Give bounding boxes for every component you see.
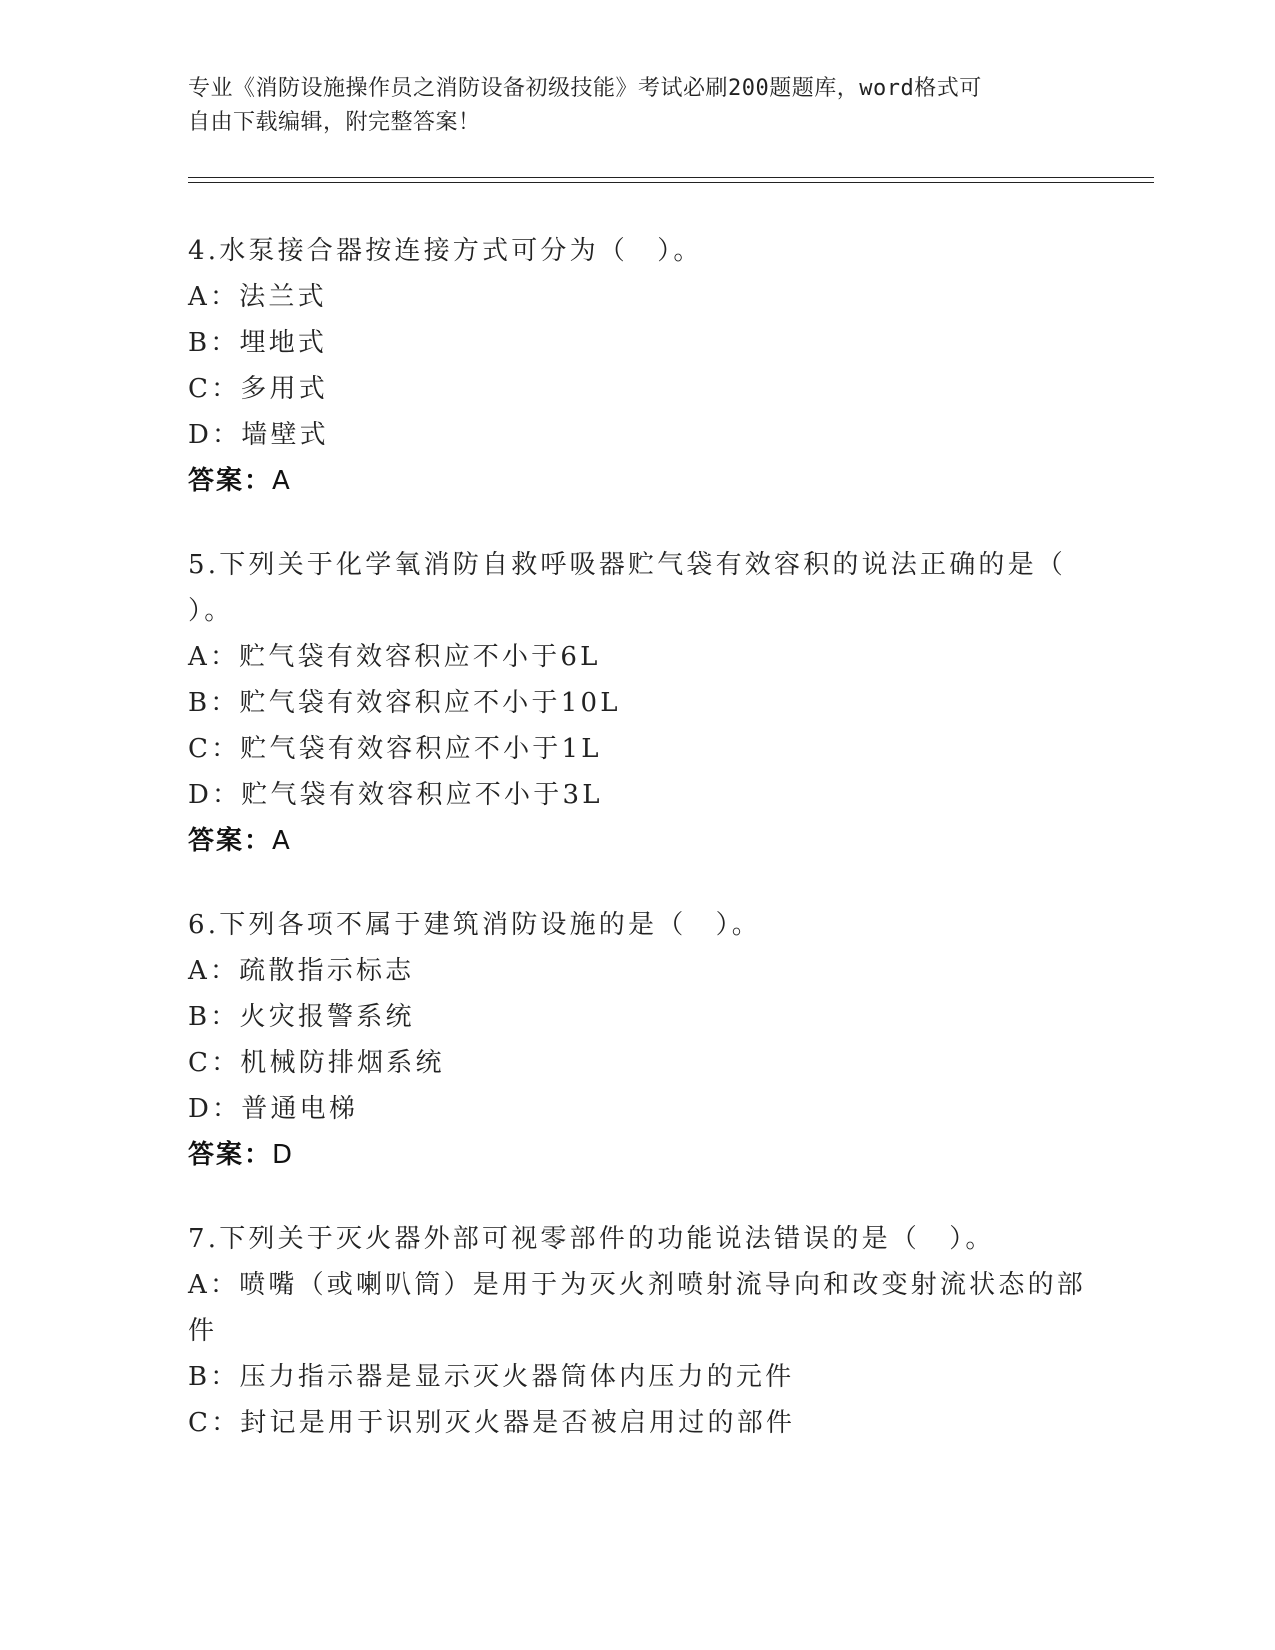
question-text: 5.下列关于化学氧消防自救呼吸器贮气袋有效容积的说法正确的是（ [188,550,1067,580]
option-b: B：埋地式 [188,328,328,358]
answer-line [188,458,1088,504]
option-a: A：喷嘴（或喇叭筒）是用于为灭火剂喷射流导向和改变射流状态的部 [188,1270,1086,1300]
answer-value: A [272,826,292,856]
question-block [188,902,1088,1178]
option-c: C：多用式 [188,374,328,404]
document-header [188,72,1068,140]
answer-value: D [272,1140,295,1170]
header-divider-bottom [188,182,1154,183]
option-d: D：贮气袋有效容积应不小于3L [188,780,603,810]
option-b: B：火灾报警系统 [188,1002,415,1032]
option-c: C：机械防排烟系统 [188,1048,445,1078]
option-c: C：封记是用于识别灭火器是否被启用过的部件 [188,1408,796,1438]
answer-line [188,818,1088,864]
header-divider-top [188,177,1154,178]
question-list [188,228,1088,1484]
question-block [188,228,1088,504]
question-text: ）。 [188,596,234,626]
option-b: B：压力指示器是显示灭火器筒体内压力的元件 [188,1362,795,1392]
option-a: 件 [188,1316,218,1346]
question-text: 4.水泵接合器按连接方式可分为（ ）。 [188,236,703,266]
option-b: B：贮气袋有效容积应不小于10L [188,688,621,718]
option-d: D：墙壁式 [188,420,329,450]
header-line-2: 自由下载编辑，附完整答案！ [188,110,481,135]
option-a: A：法兰式 [188,282,327,312]
question-block [188,542,1088,864]
question-text: 7.下列关于灭火器外部可视零部件的功能说法错误的是（ ）。 [188,1224,995,1254]
answer-label: 答案： [188,1140,273,1170]
question-block [188,1216,1088,1446]
option-a: A：贮气袋有效容积应不小于6L [188,642,601,672]
header-line-1: 专业《消防设施操作员之消防设备初级技能》考试必刷200题题库，word格式可 [188,76,982,101]
option-d: D：普通电梯 [188,1094,359,1124]
answer-label: 答案： [188,826,273,856]
option-c: C：贮气袋有效容积应不小于1L [188,734,602,764]
question-text: 6.下列各项不属于建筑消防设施的是（ ）。 [188,910,762,940]
answer-line [188,1132,1088,1178]
answer-label: 答案： [188,466,273,496]
option-a: A：疏散指示标志 [188,956,415,986]
answer-value: A [272,466,292,496]
